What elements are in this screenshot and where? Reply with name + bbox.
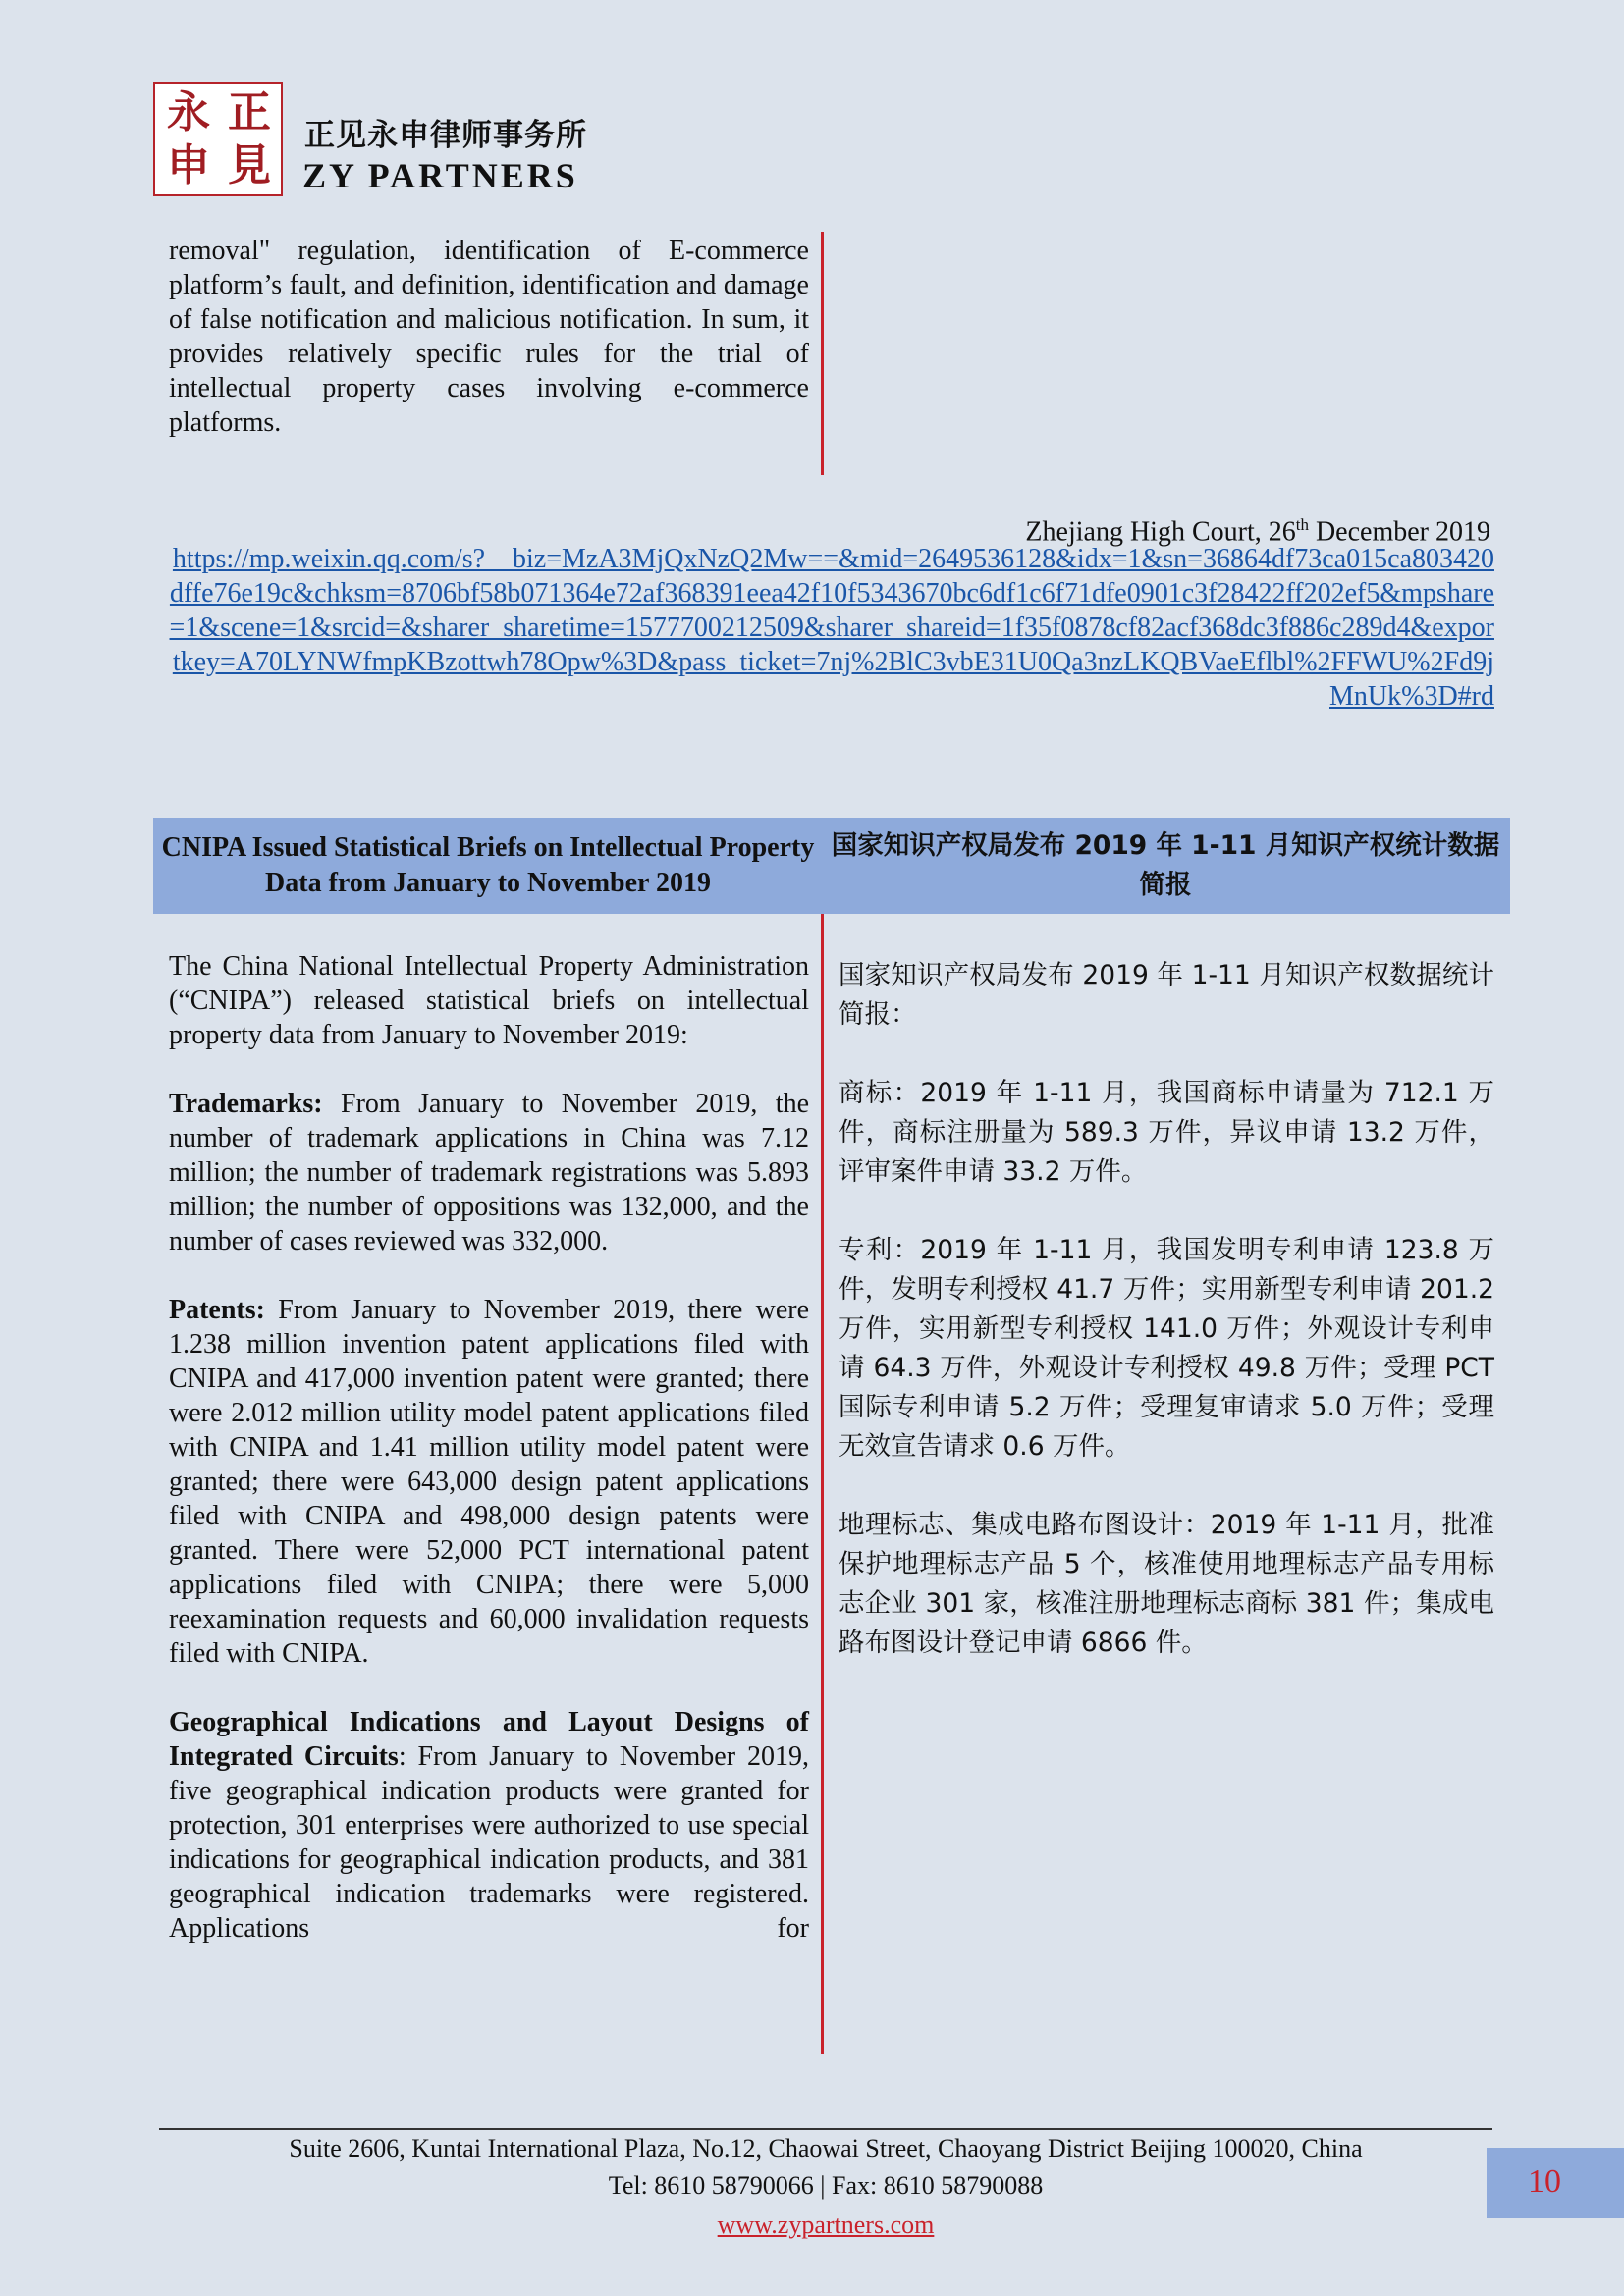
source-date: December 2019 bbox=[1308, 516, 1490, 548]
en-trademarks-label: Trademarks: bbox=[169, 1089, 323, 1119]
en-gi-text: : From January to November 2019, five geographical indication products were granted for protection, 301 enterprises were authorized to use special indications for geographical indication products, and 381 geographical indication trademarks were registered. Applications for bbox=[169, 1741, 809, 1944]
en-patents bbox=[169, 1293, 809, 1671]
footer-website-link[interactable]: www.zypartners.com bbox=[717, 2211, 935, 2239]
page-number: 10 bbox=[1528, 2163, 1561, 2200]
logo-char: 申 bbox=[167, 140, 210, 190]
cn-intro: 国家知识产权局发布 2019 年 1-11 月知识产权数据统计简报： bbox=[839, 960, 1494, 1030]
source-court: Zhejiang High Court, 26 bbox=[1025, 516, 1296, 548]
column-divider bbox=[821, 914, 824, 2054]
en-patents-label: Patents: bbox=[169, 1295, 265, 1325]
previous-article-text: removal" regulation, identification of E-commerce platform’s fault, and definition, identification and damage of false notification and malicious notification. In sum, it provides relatively specific rules for the trial of intellectual property cases involving e-commerce platforms. bbox=[169, 236, 809, 438]
cn-patents: 专利：2019 年 1-11 月，我国发明专利申请 123.8 万件，发明专利授权 41.7 万件；实用新型专利申请 201.2 万件，实用新型专利授权 141.0 万件；外观设计专利申请 64.3 万件，外观设计专利授权 49.8 万件；受理 PCT 国际专利申请 5.2 万件；受理复审请求 5.0 万件；受理无效宣告请求 0.6 万件。 bbox=[839, 1235, 1494, 1462]
footer-address: Suite 2606, Kuntai International Plaza, No.12, Chaowai Street, Chaoyang District Beijing 100020, China bbox=[289, 2134, 1363, 2163]
footer-contact: Tel: 8610 58790066 | Fax: 8610 58790088 bbox=[608, 2171, 1044, 2200]
en-trademarks-text: From January to November 2019, the number of trademark applications in China was 7.12 million; the number of trademark registrations was 5.893 million; the number of oppositions was 132,000, and the number of cases reviewed was 332,000. bbox=[169, 1089, 809, 1256]
source-link[interactable]: https://mp.weixin.qq.com/s?__biz=MzA3MjQxNzQ2Mw==&mid=2649536128&idx=1&sn=36864df73ca015ca803420dffe76e19c&chksm=8706bf58b071364e72af368391eea42f10f5343670bc6df1c6f71dfe0901c3f28422ff202ef5&mpshare=1&scene=1&srcid=&sharer_sharetime=1577700212509&sharer_shareid=1f35f0878cf82acf368dc3f886c289d4&exportkey=A70LYNWfmpKBzottwh78Opw%3D&pass_ticket=7nj%2BlC3vbE31U0Qa3nzLKQBVaeEflbl%2FFWU%2Fd9jMnUk%3D#rd bbox=[169, 544, 1494, 712]
firm-name-english: ZY PARTNERS bbox=[302, 156, 578, 195]
section-title-english: CNIPA Issued Statistical Briefs on Intellectual Property Data from January to November 2019 bbox=[161, 832, 815, 898]
source-court-sup: th bbox=[1295, 515, 1309, 534]
en-trademarks bbox=[169, 1087, 809, 1258]
en-patents-text: From January to November 2019, there were 1.238 million invention patent applications filed with CNIPA and 417,000 invention patent were granted; there were 2.012 million utility model patent applications filed with CNIPA and 1.41 million utility model patent were granted; there were 643,000 design patent applications filed with CNIPA and 498,000 design patents were granted. There were 52,000 PCT international patent applications filed with CNIPA; there were 5,000 reexamination requests and 60,000 invalidation requests filed with CNIPA. bbox=[169, 1295, 809, 1669]
en-intro: The China National Intellectual Property Administration (“CNIPA”) released statistical briefs on intellectual property data from January to November 2019: bbox=[169, 951, 809, 1050]
column-divider bbox=[821, 232, 824, 475]
logo-char: 正 bbox=[228, 87, 271, 137]
chinese-column bbox=[839, 956, 1494, 1663]
logo-char: 見 bbox=[228, 140, 271, 190]
firm-name-chinese: 正见永申律师事务所 bbox=[304, 118, 587, 153]
en-gi-label: Geographical Indications and Layout Designs of Integrated Circuits bbox=[169, 1707, 809, 1772]
english-column bbox=[169, 949, 809, 1946]
cn-trademarks: 商标：2019 年 1-11 月，我国商标申请量为 712.1 万件，商标注册量为 589.3 万件，异议申请 13.2 万件，评审案件申请 33.2 万件。 bbox=[839, 1078, 1494, 1187]
firm-logo-seal bbox=[153, 82, 283, 196]
logo-char: 永 bbox=[167, 87, 210, 137]
footer-rule bbox=[159, 2128, 1492, 2130]
en-geographical-indications bbox=[169, 1705, 809, 1946]
section-title-chinese: 国家知识产权局发布 2019 年 1-11 月知识产权统计数据简报 bbox=[831, 830, 1500, 900]
cn-geographical-indications: 地理标志、集成电路布图设计：2019 年 1-11 月，批准保护地理标志产品 5 个，核准使用地理标志产品专用标志企业 301 家，核准注册地理标志商标 381 件；集成电路布图设计登记申请 6866 件。 bbox=[839, 1510, 1494, 1658]
